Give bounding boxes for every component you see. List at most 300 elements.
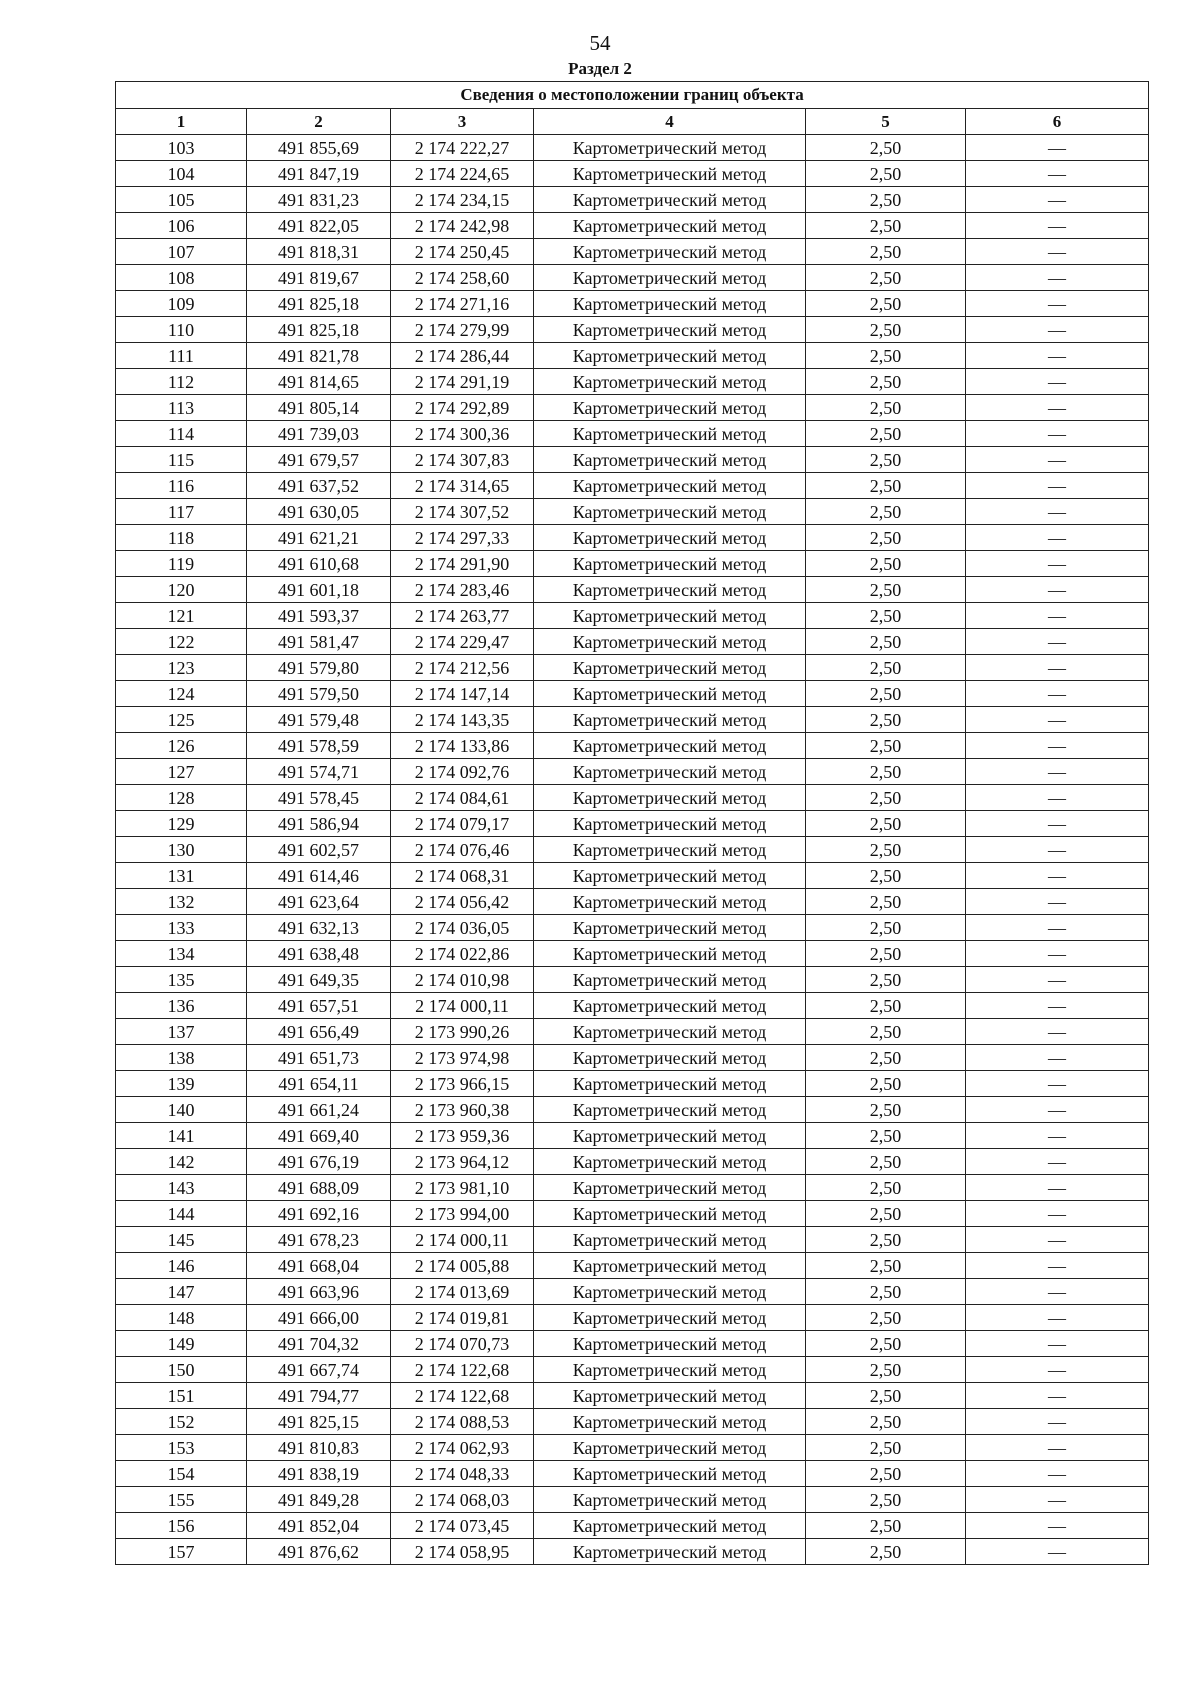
table-row [116, 1435, 1149, 1461]
point-number-cell: 154 [116, 1461, 247, 1487]
accuracy-cell: 2,50 [806, 1331, 966, 1357]
accuracy-cell: 2,50 [806, 733, 966, 759]
column-header: 5 [806, 109, 966, 135]
table-row [116, 811, 1149, 837]
y-coordinate-cell: 2 174 147,14 [391, 681, 534, 707]
y-coordinate-cell: 2 174 000,11 [391, 993, 534, 1019]
x-coordinate-cell: 491 656,49 [247, 1019, 391, 1045]
method-cell: Картометрический метод [534, 135, 806, 161]
accuracy-cell: 2,50 [806, 1097, 966, 1123]
method-cell: Картометрический метод [534, 551, 806, 577]
description-cell: — [966, 1175, 1149, 1201]
method-cell: Картометрический метод [534, 447, 806, 473]
point-number-cell: 148 [116, 1305, 247, 1331]
description-cell: — [966, 1253, 1149, 1279]
method-cell: Картометрический метод [534, 1357, 806, 1383]
table-row [116, 187, 1149, 213]
x-coordinate-cell: 491 831,23 [247, 187, 391, 213]
y-coordinate-cell: 2 174 000,11 [391, 1227, 534, 1253]
y-coordinate-cell: 2 174 258,60 [391, 265, 534, 291]
method-cell: Картометрический метод [534, 915, 806, 941]
x-coordinate-cell: 491 838,19 [247, 1461, 391, 1487]
x-coordinate-cell: 491 579,48 [247, 707, 391, 733]
accuracy-cell: 2,50 [806, 1461, 966, 1487]
method-cell: Картометрический метод [534, 1201, 806, 1227]
description-cell: — [966, 603, 1149, 629]
table-row [116, 577, 1149, 603]
y-coordinate-cell: 2 174 212,56 [391, 655, 534, 681]
accuracy-cell: 2,50 [806, 421, 966, 447]
table-row [116, 551, 1149, 577]
point-number-cell: 131 [116, 863, 247, 889]
method-cell: Картометрический метод [534, 1487, 806, 1513]
y-coordinate-cell: 2 174 229,47 [391, 629, 534, 655]
method-cell: Картометрический метод [534, 577, 806, 603]
accuracy-cell: 2,50 [806, 499, 966, 525]
method-cell: Картометрический метод [534, 213, 806, 239]
accuracy-cell: 2,50 [806, 1175, 966, 1201]
x-coordinate-cell: 491 657,51 [247, 993, 391, 1019]
y-coordinate-cell: 2 174 224,65 [391, 161, 534, 187]
accuracy-cell: 2,50 [806, 603, 966, 629]
description-cell: — [966, 161, 1149, 187]
y-coordinate-cell: 2 174 234,15 [391, 187, 534, 213]
accuracy-cell: 2,50 [806, 265, 966, 291]
method-cell: Картометрический метод [534, 889, 806, 915]
y-coordinate-cell: 2 174 070,73 [391, 1331, 534, 1357]
accuracy-cell: 2,50 [806, 369, 966, 395]
x-coordinate-cell: 491 814,65 [247, 369, 391, 395]
y-coordinate-cell: 2 174 048,33 [391, 1461, 534, 1487]
x-coordinate-cell: 491 579,50 [247, 681, 391, 707]
y-coordinate-cell: 2 174 292,89 [391, 395, 534, 421]
point-number-cell: 117 [116, 499, 247, 525]
point-number-cell: 139 [116, 1071, 247, 1097]
point-number-cell: 144 [116, 1201, 247, 1227]
accuracy-cell: 2,50 [806, 1305, 966, 1331]
table-row [116, 1513, 1149, 1539]
description-cell: — [966, 1201, 1149, 1227]
accuracy-cell: 2,50 [806, 187, 966, 213]
x-coordinate-cell: 491 678,23 [247, 1227, 391, 1253]
y-coordinate-cell: 2 173 981,10 [391, 1175, 534, 1201]
y-coordinate-cell: 2 174 013,69 [391, 1279, 534, 1305]
point-number-cell: 135 [116, 967, 247, 993]
table-row [116, 1019, 1149, 1045]
method-cell: Картометрический метод [534, 785, 806, 811]
accuracy-cell: 2,50 [806, 1201, 966, 1227]
method-cell: Картометрический метод [534, 811, 806, 837]
x-coordinate-cell: 491 825,18 [247, 291, 391, 317]
description-cell: — [966, 1409, 1149, 1435]
table-row [116, 135, 1149, 161]
accuracy-cell: 2,50 [806, 343, 966, 369]
description-cell: — [966, 291, 1149, 317]
description-cell: — [966, 1435, 1149, 1461]
page-number: 54 [589, 31, 611, 55]
description-cell: — [966, 369, 1149, 395]
x-coordinate-cell: 491 586,94 [247, 811, 391, 837]
y-coordinate-cell: 2 174 036,05 [391, 915, 534, 941]
y-coordinate-cell: 2 174 307,52 [391, 499, 534, 525]
description-cell: — [966, 1279, 1149, 1305]
point-number-cell: 151 [116, 1383, 247, 1409]
point-number-cell: 103 [116, 135, 247, 161]
accuracy-cell: 2,50 [806, 837, 966, 863]
point-number-cell: 120 [116, 577, 247, 603]
boundary-coordinates-table [115, 81, 1149, 1565]
point-number-cell: 127 [116, 759, 247, 785]
table-row [116, 447, 1149, 473]
y-coordinate-cell: 2 174 019,81 [391, 1305, 534, 1331]
method-cell: Картометрический метод [534, 1305, 806, 1331]
table-row [116, 395, 1149, 421]
table-row [116, 1071, 1149, 1097]
method-cell: Картометрический метод [534, 291, 806, 317]
x-coordinate-cell: 491 661,24 [247, 1097, 391, 1123]
description-cell: — [966, 317, 1149, 343]
point-number-cell: 126 [116, 733, 247, 759]
x-coordinate-cell: 491 667,74 [247, 1357, 391, 1383]
accuracy-cell: 2,50 [806, 1435, 966, 1461]
description-cell: — [966, 733, 1149, 759]
y-coordinate-cell: 2 173 994,00 [391, 1201, 534, 1227]
table-row [116, 733, 1149, 759]
accuracy-cell: 2,50 [806, 135, 966, 161]
point-number-cell: 105 [116, 187, 247, 213]
accuracy-cell: 2,50 [806, 395, 966, 421]
y-coordinate-cell: 2 174 079,17 [391, 811, 534, 837]
description-cell: — [966, 681, 1149, 707]
description-cell: — [966, 941, 1149, 967]
table-row [116, 525, 1149, 551]
y-coordinate-cell: 2 174 073,45 [391, 1513, 534, 1539]
method-cell: Картометрический метод [534, 239, 806, 265]
accuracy-cell: 2,50 [806, 1357, 966, 1383]
table-caption-row [116, 82, 1149, 109]
method-cell: Картометрический метод [534, 1513, 806, 1539]
point-number-cell: 114 [116, 421, 247, 447]
y-coordinate-cell: 2 174 291,19 [391, 369, 534, 395]
y-coordinate-cell: 2 173 974,98 [391, 1045, 534, 1071]
y-coordinate-cell: 2 174 300,36 [391, 421, 534, 447]
table-row [116, 785, 1149, 811]
point-number-cell: 145 [116, 1227, 247, 1253]
description-cell: — [966, 1227, 1149, 1253]
accuracy-cell: 2,50 [806, 447, 966, 473]
x-coordinate-cell: 491 679,57 [247, 447, 391, 473]
point-number-cell: 108 [116, 265, 247, 291]
method-cell: Картометрический метод [534, 161, 806, 187]
y-coordinate-cell: 2 174 250,45 [391, 239, 534, 265]
accuracy-cell: 2,50 [806, 1123, 966, 1149]
accuracy-cell: 2,50 [806, 1227, 966, 1253]
point-number-cell: 109 [116, 291, 247, 317]
description-cell: — [966, 1123, 1149, 1149]
point-number-cell: 150 [116, 1357, 247, 1383]
section-title: Раздел 2 [568, 59, 632, 78]
accuracy-cell: 2,50 [806, 1383, 966, 1409]
accuracy-cell: 2,50 [806, 1149, 966, 1175]
accuracy-cell: 2,50 [806, 1019, 966, 1045]
x-coordinate-cell: 491 821,78 [247, 343, 391, 369]
method-cell: Картометрический метод [534, 265, 806, 291]
table-row [116, 1045, 1149, 1071]
description-cell: — [966, 993, 1149, 1019]
accuracy-cell: 2,50 [806, 1539, 966, 1565]
x-coordinate-cell: 491 818,31 [247, 239, 391, 265]
point-number-cell: 143 [116, 1175, 247, 1201]
point-number-cell: 146 [116, 1253, 247, 1279]
method-cell: Картометрический метод [534, 421, 806, 447]
point-number-cell: 132 [116, 889, 247, 915]
method-cell: Картометрический метод [534, 473, 806, 499]
method-cell: Картометрический метод [534, 1409, 806, 1435]
x-coordinate-cell: 491 666,00 [247, 1305, 391, 1331]
x-coordinate-cell: 491 676,19 [247, 1149, 391, 1175]
method-cell: Картометрический метод [534, 1279, 806, 1305]
point-number-cell: 106 [116, 213, 247, 239]
description-cell: — [966, 1045, 1149, 1071]
method-cell: Картометрический метод [534, 525, 806, 551]
point-number-cell: 110 [116, 317, 247, 343]
point-number-cell: 104 [116, 161, 247, 187]
y-coordinate-cell: 2 174 242,98 [391, 213, 534, 239]
accuracy-cell: 2,50 [806, 1279, 966, 1305]
point-number-cell: 116 [116, 473, 247, 499]
y-coordinate-cell: 2 174 271,16 [391, 291, 534, 317]
description-cell: — [966, 915, 1149, 941]
description-cell: — [966, 1357, 1149, 1383]
x-coordinate-cell: 491 822,05 [247, 213, 391, 239]
y-coordinate-cell: 2 174 062,93 [391, 1435, 534, 1461]
accuracy-cell: 2,50 [806, 213, 966, 239]
table-row [116, 343, 1149, 369]
method-cell: Картометрический метод [534, 603, 806, 629]
table-row [116, 681, 1149, 707]
table-row [116, 1279, 1149, 1305]
accuracy-cell: 2,50 [806, 889, 966, 915]
description-cell: — [966, 447, 1149, 473]
table-row [116, 1201, 1149, 1227]
table-row [116, 967, 1149, 993]
x-coordinate-cell: 491 704,32 [247, 1331, 391, 1357]
x-coordinate-cell: 491 602,57 [247, 837, 391, 863]
y-coordinate-cell: 2 174 005,88 [391, 1253, 534, 1279]
x-coordinate-cell: 491 581,47 [247, 629, 391, 655]
x-coordinate-cell: 491 668,04 [247, 1253, 391, 1279]
point-number-cell: 153 [116, 1435, 247, 1461]
y-coordinate-cell: 2 174 297,33 [391, 525, 534, 551]
y-coordinate-cell: 2 174 056,42 [391, 889, 534, 915]
table-caption: Сведения о местоположении границ объекта [116, 82, 1149, 109]
point-number-cell: 141 [116, 1123, 247, 1149]
x-coordinate-cell: 491 637,52 [247, 473, 391, 499]
description-cell: — [966, 1331, 1149, 1357]
column-header: 3 [391, 109, 534, 135]
point-number-cell: 113 [116, 395, 247, 421]
x-coordinate-cell: 491 623,64 [247, 889, 391, 915]
x-coordinate-cell: 491 825,18 [247, 317, 391, 343]
y-coordinate-cell: 2 173 960,38 [391, 1097, 534, 1123]
x-coordinate-cell: 491 651,73 [247, 1045, 391, 1071]
column-header: 6 [966, 109, 1149, 135]
table-row [116, 993, 1149, 1019]
table-row [116, 291, 1149, 317]
point-number-cell: 123 [116, 655, 247, 681]
point-number-cell: 138 [116, 1045, 247, 1071]
accuracy-cell: 2,50 [806, 1409, 966, 1435]
table-row [116, 1331, 1149, 1357]
point-number-cell: 119 [116, 551, 247, 577]
method-cell: Картометрический метод [534, 941, 806, 967]
method-cell: Картометрический метод [534, 1149, 806, 1175]
x-coordinate-cell: 491 578,59 [247, 733, 391, 759]
method-cell: Картометрический метод [534, 967, 806, 993]
y-coordinate-cell: 2 174 143,35 [391, 707, 534, 733]
point-number-cell: 142 [116, 1149, 247, 1175]
accuracy-cell: 2,50 [806, 1045, 966, 1071]
accuracy-cell: 2,50 [806, 759, 966, 785]
x-coordinate-cell: 491 632,13 [247, 915, 391, 941]
table-row [116, 1175, 1149, 1201]
method-cell: Картометрический метод [534, 707, 806, 733]
accuracy-cell: 2,50 [806, 1487, 966, 1513]
method-cell: Картометрический метод [534, 1227, 806, 1253]
accuracy-cell: 2,50 [806, 525, 966, 551]
y-coordinate-cell: 2 174 222,27 [391, 135, 534, 161]
x-coordinate-cell: 491 630,05 [247, 499, 391, 525]
method-cell: Картометрический метод [534, 629, 806, 655]
table-row [116, 1227, 1149, 1253]
y-coordinate-cell: 2 174 010,98 [391, 967, 534, 993]
table-row [116, 499, 1149, 525]
table-row [116, 837, 1149, 863]
table-body [116, 135, 1149, 1565]
description-cell: — [966, 967, 1149, 993]
x-coordinate-cell: 491 574,71 [247, 759, 391, 785]
description-cell: — [966, 785, 1149, 811]
y-coordinate-cell: 2 174 286,44 [391, 343, 534, 369]
method-cell: Картометрический метод [534, 1045, 806, 1071]
point-number-cell: 118 [116, 525, 247, 551]
point-number-cell: 125 [116, 707, 247, 733]
table-row [116, 1149, 1149, 1175]
y-coordinate-cell: 2 174 263,77 [391, 603, 534, 629]
table-row [116, 889, 1149, 915]
column-header: 2 [247, 109, 391, 135]
accuracy-cell: 2,50 [806, 473, 966, 499]
table-row [116, 213, 1149, 239]
table-row [116, 1305, 1149, 1331]
point-number-cell: 137 [116, 1019, 247, 1045]
description-cell: — [966, 499, 1149, 525]
description-cell: — [966, 213, 1149, 239]
accuracy-cell: 2,50 [806, 863, 966, 889]
method-cell: Картометрический метод [534, 655, 806, 681]
method-cell: Картометрический метод [534, 863, 806, 889]
table-row [116, 1461, 1149, 1487]
table-row [116, 915, 1149, 941]
method-cell: Картометрический метод [534, 317, 806, 343]
method-cell: Картометрический метод [534, 1175, 806, 1201]
table-row [116, 603, 1149, 629]
description-cell: — [966, 421, 1149, 447]
table-row [116, 941, 1149, 967]
column-header: 1 [116, 109, 247, 135]
y-coordinate-cell: 2 174 058,95 [391, 1539, 534, 1565]
point-number-cell: 140 [116, 1097, 247, 1123]
description-cell: — [966, 1487, 1149, 1513]
description-cell: — [966, 135, 1149, 161]
x-coordinate-cell: 491 610,68 [247, 551, 391, 577]
point-number-cell: 107 [116, 239, 247, 265]
x-coordinate-cell: 491 852,04 [247, 1513, 391, 1539]
description-cell: — [966, 1305, 1149, 1331]
description-cell: — [966, 1461, 1149, 1487]
table-row [116, 265, 1149, 291]
method-cell: Картометрический метод [534, 1071, 806, 1097]
x-coordinate-cell: 491 805,14 [247, 395, 391, 421]
accuracy-cell: 2,50 [806, 1253, 966, 1279]
y-coordinate-cell: 2 174 084,61 [391, 785, 534, 811]
point-number-cell: 111 [116, 343, 247, 369]
accuracy-cell: 2,50 [806, 655, 966, 681]
y-coordinate-cell: 2 173 990,26 [391, 1019, 534, 1045]
point-number-cell: 115 [116, 447, 247, 473]
description-cell: — [966, 655, 1149, 681]
y-coordinate-cell: 2 174 122,68 [391, 1383, 534, 1409]
accuracy-cell: 2,50 [806, 915, 966, 941]
description-cell: — [966, 863, 1149, 889]
method-cell: Картометрический метод [534, 1383, 806, 1409]
method-cell: Картометрический метод [534, 343, 806, 369]
y-coordinate-cell: 2 174 283,46 [391, 577, 534, 603]
accuracy-cell: 2,50 [806, 317, 966, 343]
method-cell: Картометрический метод [534, 681, 806, 707]
y-coordinate-cell: 2 174 291,90 [391, 551, 534, 577]
point-number-cell: 121 [116, 603, 247, 629]
y-coordinate-cell: 2 174 068,31 [391, 863, 534, 889]
x-coordinate-cell: 491 819,67 [247, 265, 391, 291]
table-row [116, 1409, 1149, 1435]
accuracy-cell: 2,50 [806, 161, 966, 187]
x-coordinate-cell: 491 739,03 [247, 421, 391, 447]
accuracy-cell: 2,50 [806, 1513, 966, 1539]
method-cell: Картометрический метод [534, 187, 806, 213]
method-cell: Картометрический метод [534, 1253, 806, 1279]
description-cell: — [966, 395, 1149, 421]
x-coordinate-cell: 491 579,80 [247, 655, 391, 681]
table-row [116, 1357, 1149, 1383]
description-cell: — [966, 1149, 1149, 1175]
y-coordinate-cell: 2 174 092,76 [391, 759, 534, 785]
description-cell: — [966, 187, 1149, 213]
point-number-cell: 156 [116, 1513, 247, 1539]
table-row [116, 1539, 1149, 1565]
x-coordinate-cell: 491 825,15 [247, 1409, 391, 1435]
table-row [116, 317, 1149, 343]
y-coordinate-cell: 2 174 122,68 [391, 1357, 534, 1383]
x-coordinate-cell: 491 810,83 [247, 1435, 391, 1461]
table-row [116, 655, 1149, 681]
point-number-cell: 157 [116, 1539, 247, 1565]
accuracy-cell: 2,50 [806, 681, 966, 707]
description-cell: — [966, 837, 1149, 863]
description-cell: — [966, 525, 1149, 551]
x-coordinate-cell: 491 601,18 [247, 577, 391, 603]
accuracy-cell: 2,50 [806, 577, 966, 603]
